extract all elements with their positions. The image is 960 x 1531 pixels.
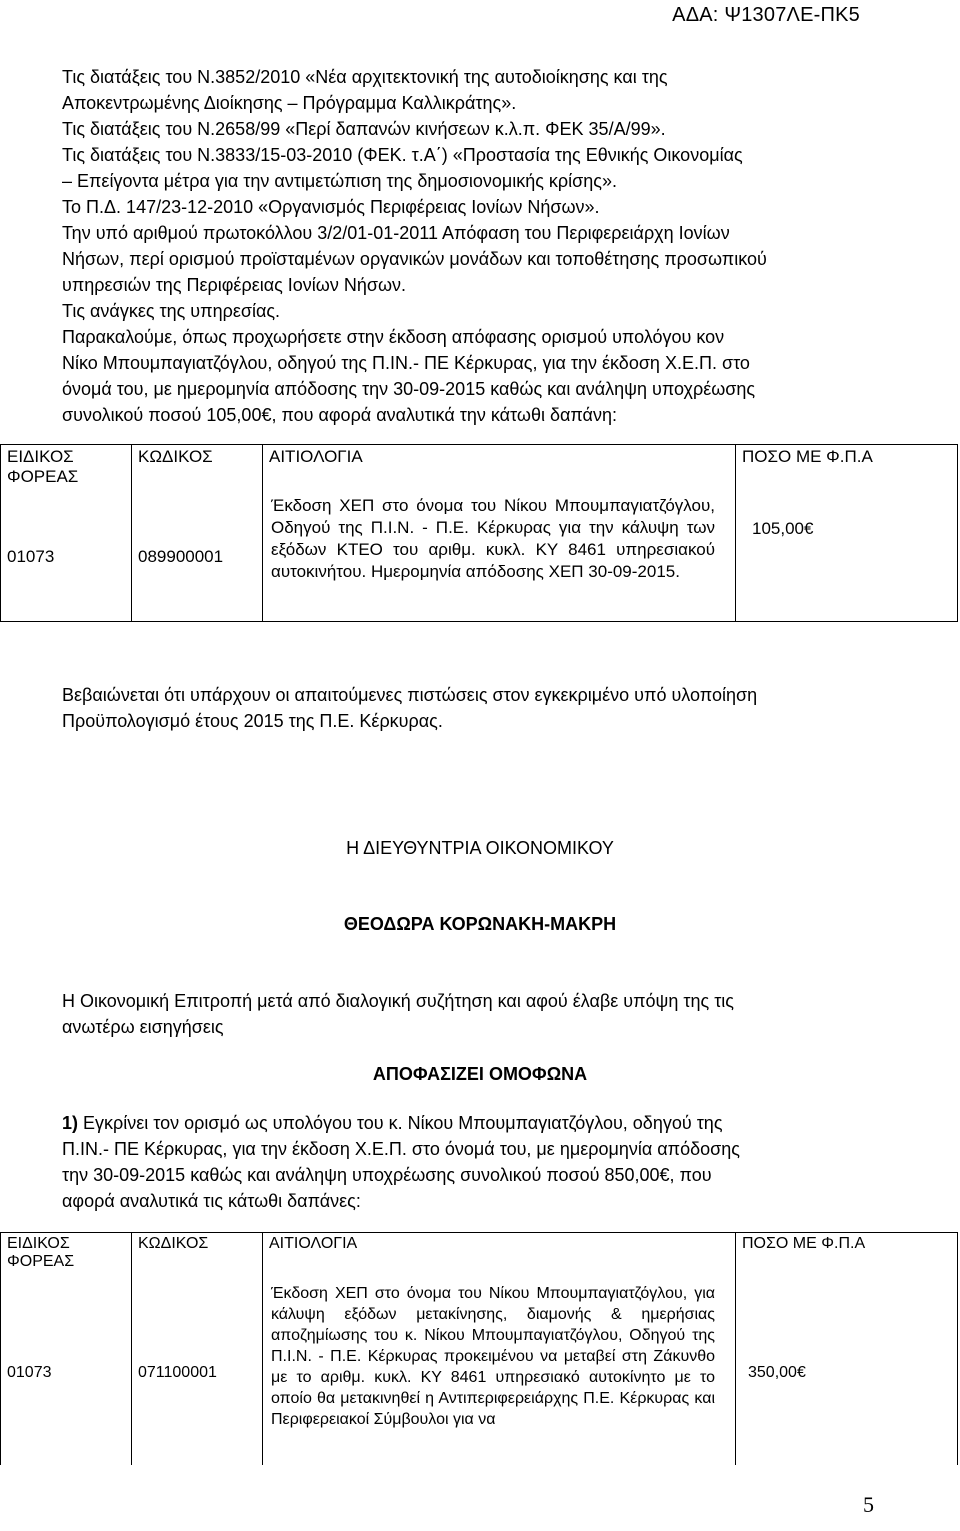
decision-line: την 30-09-2015 καθώς και ανάληψη υποχρέωσης συνολικού ποσού 850,00€, που [62, 1165, 712, 1185]
intro-line: Νίκο Μπουμπαγιατζόγλου, οδηγού της Π.ΙΝ.- ΠΕ Κέρκυρας, για την έκδοση Χ.Ε.Π. στο [62, 353, 750, 373]
committee-line: ανωτέρω εισηγήσεις [62, 1017, 224, 1037]
decision-line-1 [62, 1112, 723, 1134]
header-kodikos: ΚΩΔΙΚΟΣ [132, 1233, 263, 1282]
cell-kodikos: 071100001 [132, 1281, 263, 1465]
intro-line: – Επείγοντα μέτρα για την αντιμετώπιση της δημοσιονομικής κρίσης». [62, 171, 617, 191]
intro-line: Το Π.Δ. 147/23-12-2010 «Οργανισμός Περιφέρειας Ιονίων Νήσων». [62, 197, 600, 217]
header-poso: ΠΟΣΟ ΜΕ Φ.Π.Α [736, 445, 958, 494]
cell-poso: 105,00€ [736, 493, 958, 622]
cell-foreas: 01073 [1, 493, 132, 622]
header-poso: ΠΟΣΟ ΜΕ Φ.Π.Α [736, 1233, 958, 1282]
table-header-row [1, 1233, 958, 1282]
intro-line: Την υπό αριθμού πρωτοκόλλου 3/2/01-01-2011 Απόφαση του Περιφερειάρχη Ιονίων [62, 223, 730, 243]
header-aitiologia: ΑΙΤΙΟΛΟΓΙΑ [263, 445, 736, 494]
header-kodikos: ΚΩΔΙΚΟΣ [132, 445, 263, 494]
cell-aitiologia: Έκδοση ΧΕΠ στο όνομα του Νίκου Μπουμπαγιατζόγλου, για κάλυψη εξόδων μετακίνησης, διαμονής & ημερήσιας αποζημίωσης του κ. Νίκου Μπουμπαγιατζόγλου, Οδηγού της Π.Ι.Ν. - Π.Ε. Κέρκυρας προκειμένου να μεταβεί στη Ζάκυνθο με το αριθμ. κυκλ. ΚΥ 8461 υπηρεσιακό αυτοκίνητο με το οποίο θα μετακινηθεί η Αντιπεριφερειάρχης Π.Ε. Κέρκυρας και Περιφερειακοί Σύμβουλοι για να [263, 1281, 736, 1465]
decision-line: αφορά αναλυτικά τις κάτωθι δαπάνες: [62, 1191, 361, 1211]
signature-name: ΘΕΟΔΩΡΑ ΚΟΡΩΝΑΚΗ-ΜΑΚΡΗ [343, 914, 617, 934]
confirm-line: Βεβαιώνεται ότι υπάρχουν οι απαιτούμενες πιστώσεις στον εγκεκριμένο υπό υλοποίηση [62, 685, 758, 705]
intro-line: όνομά του, με ημερομηνία απόδοσης την 30-09-2015 καθώς και ανάληψη υποχρέωσης [62, 379, 756, 399]
cell-aitiologia: Έκδοση ΧΕΠ στο όνομα του Νίκου Μπουμπαγιατζόγλου, Οδηγού της Π.Ι.Ν. - Π.Ε. Κέρκυρας για την κάλυψη των εξόδων ΚΤΕΟ του αριθμ. κυκλ. ΚΥ 8461 υπηρεσιακού αυτοκινήτου. Ημερομηνία απόδοσης ΧΕΠ 30-09-2015. [263, 493, 736, 622]
decision-heading: ΑΠΟΦΑΣΙΖΕΙ ΟΜΟΦΩΝΑ [372, 1064, 588, 1084]
ada-code: ΑΔΑ: Ψ1307ΛΕ-ΠΚ5 [672, 4, 860, 26]
decision-text: Εγκρίνει τον ορισμό ως υπολόγου του κ. Νίκου Μπουμπαγιατζόγλου, οδηγού της [83, 1113, 723, 1133]
intro-line: συνολικού ποσού 105,00€, που αφορά αναλυτικά την κάτωθι δαπάνη: [62, 405, 617, 425]
cell-foreas: 01073 [1, 1281, 132, 1465]
cell-poso: 350,00€ [736, 1281, 958, 1465]
table-header-row [1, 445, 958, 494]
page-number: 5 [863, 1492, 874, 1517]
confirm-line: Προϋπολογισμό έτους 2015 της Π.Ε. Κέρκυρας. [62, 711, 443, 731]
intro-line: Νήσων, περί ορισμού προϊσταμένων οργανικών μονάδων και τοποθέτησης προσωπικού [62, 249, 767, 269]
header-foreas: ΕΙΔΙΚΟΣ ΦΟΡΕΑΣ [1, 445, 132, 494]
intro-line: Αποκεντρωμένης Διοίκησης – Πρόγραμμα Καλλικράτης». [62, 93, 517, 113]
committee-line: Η Οικονομική Επιτροπή μετά από διαλογική συζήτηση και αφού έλαβε υπόψη της τις [62, 991, 734, 1011]
intro-line: υπηρεσιών της Περιφέρειας Ιονίων Νήσων. [62, 275, 407, 295]
header-aitiologia: ΑΙΤΙΟΛΟΓΙΑ [263, 1233, 736, 1282]
cell-kodikos: 089900001 [132, 493, 263, 622]
decision-line: Π.ΙΝ.- ΠΕ Κέρκυρας, για την έκδοση Χ.Ε.Π. στο όνομά του, με ημερομηνία απόδοσης [62, 1139, 740, 1159]
intro-line: Τις διατάξεις του Ν.2658/99 «Περί δαπανών κινήσεων κ.λ.π. ΦΕΚ 35/Α/99». [62, 119, 666, 139]
signature-role: Η ΔΙΕΥΘΥΝΤΡΙΑ ΟΙΚΟΝΟΜΙΚΟΥ [346, 838, 614, 858]
intro-line: Παρακαλούμε, όπως προχωρήσετε στην έκδοση απόφασης ορισμού υπολόγου κον [62, 327, 725, 347]
header-foreas: ΕΙΔΙΚΟΣ ΦΟΡΕΑΣ [1, 1233, 132, 1282]
table-row [1, 493, 958, 622]
table-row [1, 1281, 958, 1465]
intro-line: Τις διατάξεις του Ν.3852/2010 «Νέα αρχιτεκτονική της αυτοδιοίκησης και της [62, 67, 668, 87]
decision-number: 1) [62, 1113, 79, 1133]
expense-table-1 [0, 444, 958, 622]
intro-line: Τις ανάγκες της υπηρεσίας. [62, 301, 281, 321]
intro-line: Τις διατάξεις του Ν.3833/15-03-2010 (ΦΕΚ. τ.Α΄) «Προστασία της Εθνικής Οικονομίας [62, 145, 743, 165]
expense-table-2 [0, 1232, 958, 1465]
